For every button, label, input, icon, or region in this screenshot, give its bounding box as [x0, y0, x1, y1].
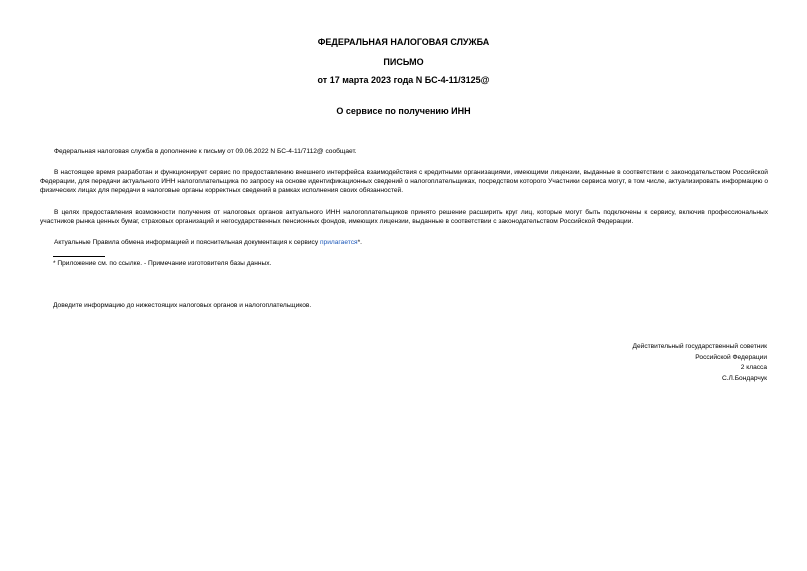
signature-rank-line1: Действительный государственный советник [632, 343, 767, 350]
attachment-link[interactable]: прилагается [319, 239, 358, 246]
signature-name: С.Л.Бондарчук [721, 374, 767, 382]
footnote-text: * Приложение см. по ссылке. - Примечание изготовителя базы данных. [53, 260, 272, 267]
paragraph-rules [40, 238, 768, 247]
signature-block [633, 342, 767, 384]
paragraph-rules-text: Актуальные Правила обмена информацией и пояснительная документация к сервису [54, 239, 320, 246]
paragraph-intro: Федеральная налоговая служба в дополнение к письму от 09.06.2022 N БС-4-11/7112@ сообщает. [54, 148, 357, 155]
date-number-heading: от 17 марта 2023 года N БС-4-11/3125@ [317, 75, 490, 85]
paragraph-extension: В целях предоставления возможности получения от налоговых органов актуального ИНН налогоплательщиков принято решение расширить круг лиц, которые могут быть подключены к сервису, включив профессиональных участников рынка ценных бумаг, страховых организаций и негосударственных пенсионных фондов, имеющих лицензии, выданные в соответствии с законодательством Российской Федерации. [40, 209, 768, 225]
paragraph-service: В настоящее время разработан и функционирует сервис по предоставлению внешнего интерфейса взаимодействия с кредитными организациями, имеющими лицензии, выданные в соответствии с законодательством Российской Федерации, для передачи актуального ИНН налогоплательщика по запросу на основе идентификационных сведений о налогоплательщиках, посредством которого Участники сервиса могут, в том числе, актуализировать информацию о физических лицах для передачи в налоговые органы корректных сведений в рамках исполнения своих обязанностей. [40, 169, 768, 194]
closing-instruction: Доведите информацию до нижестоящих налоговых органов и налогоплательщиков. [53, 302, 312, 309]
signature-rank-line3: 2 класса [740, 364, 767, 372]
footnote-divider [53, 256, 105, 257]
subject-heading: О сервисе по получению ИНН [336, 106, 471, 116]
signature-rank-line2: Российской Федерации [695, 353, 767, 361]
organization-heading: ФЕДЕРАЛЬНАЯ НАЛОГОВАЯ СЛУЖБА [317, 37, 490, 47]
footnote-marker: *. [357, 239, 363, 246]
document-type-heading: ПИСЬМО [383, 57, 424, 67]
